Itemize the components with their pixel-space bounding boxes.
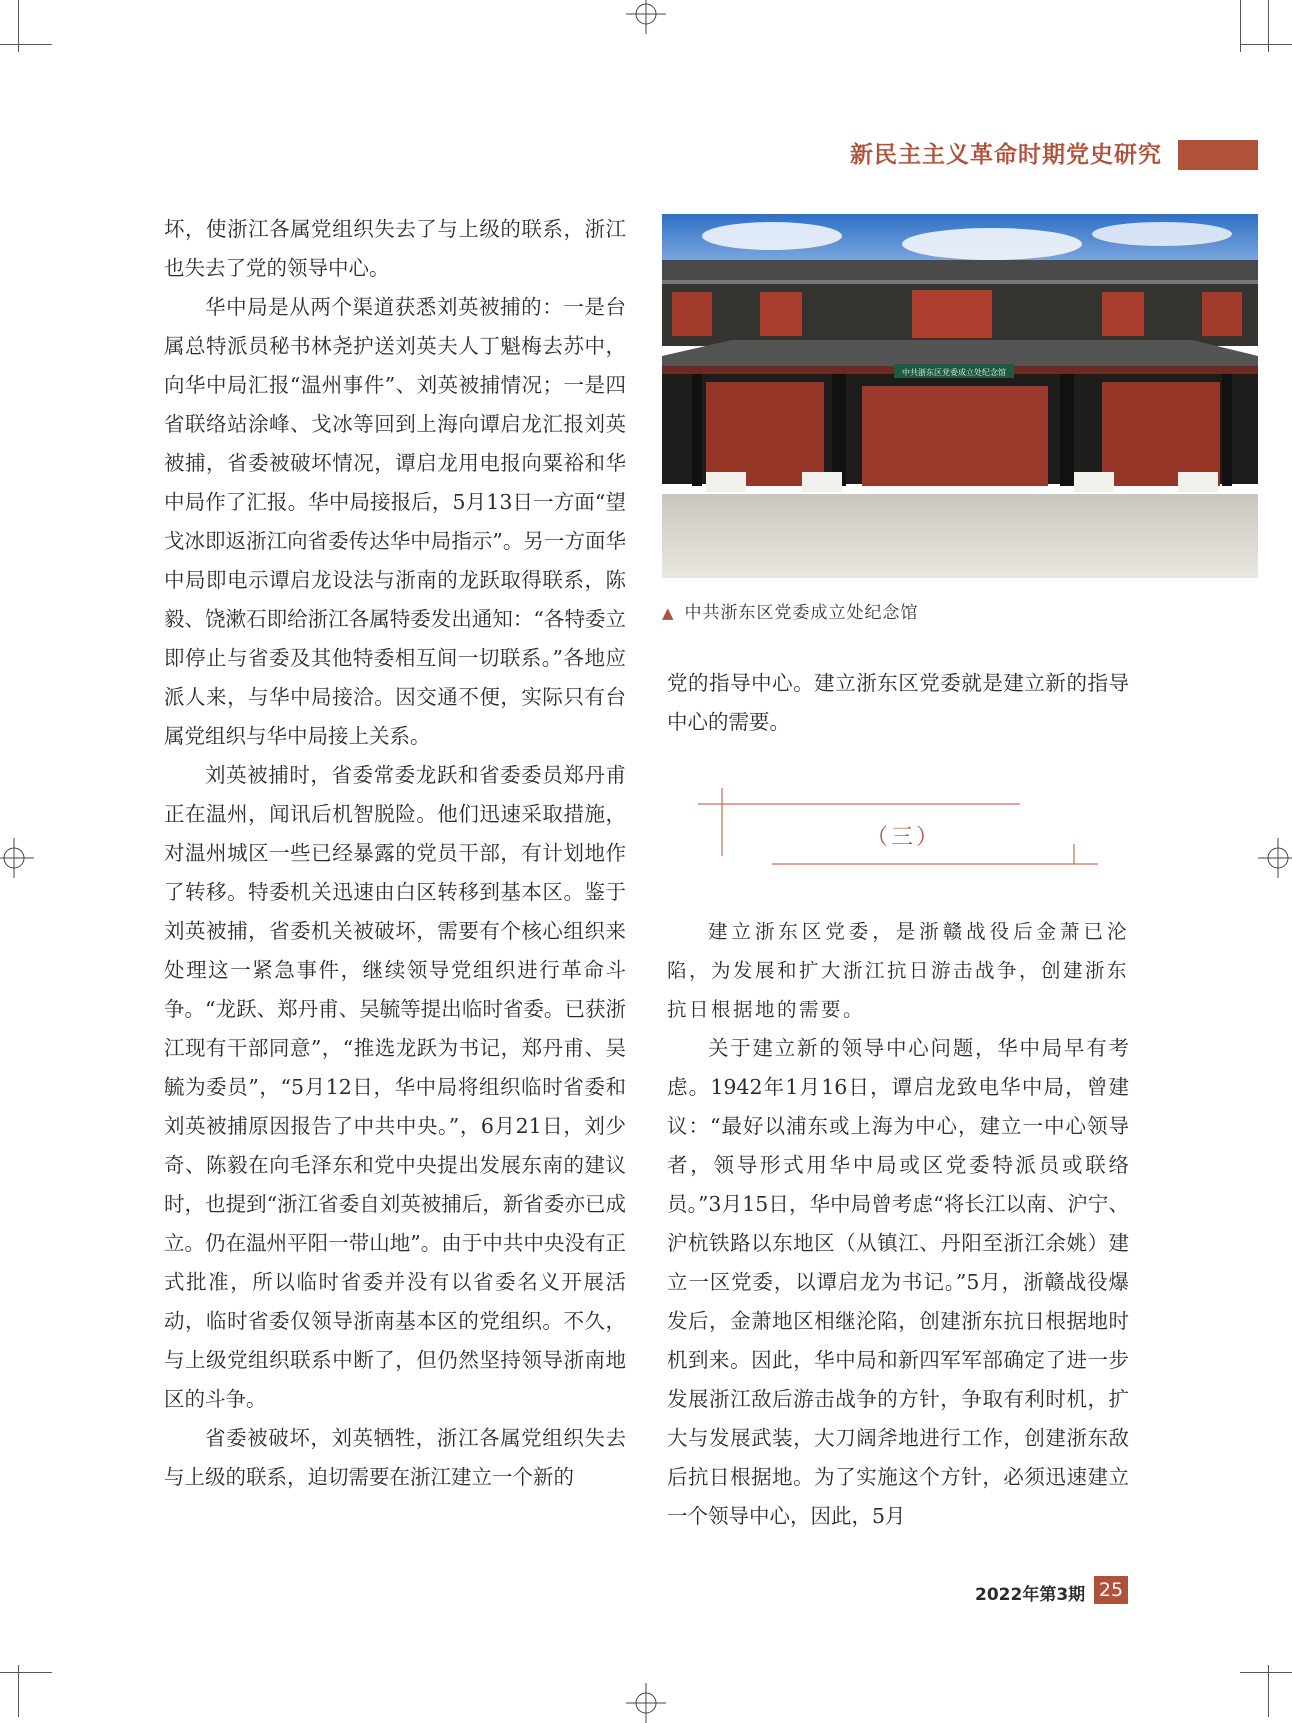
crop-mark (0, 1672, 52, 1673)
section-number-label: （三） (866, 825, 942, 850)
registration-mark-icon (626, 0, 666, 34)
paragraph: 华中局是从两个渠道获悉刘英被捕的：一是台属总特派员秘书林尧护送刘英夫人丁魁梅去苏中，向华中局汇报“温州事件”、刘英被捕情况；一是四省联络站涂峰、戈冰等回到上海向谭启龙汇报刘英被捕，省委被破坏情况，谭启龙用电报向粟裕和华中局作了汇报。华中局接报后，5月13日一方面“望戈冰即返浙江向省委传达华中局指示”。另一方面华中局即电示谭启龙设法与浙南的龙跃取得联系，陈毅、饶漱石即给浙江各属特委发出通知：“各特委立即停止与省委及其他特委相互间一切联系。”各地应派人来，与华中局接洽。因交通不便，实际只有台属党组织与华中局接上关系。 (164, 295, 626, 748)
memorial-hall-photo (662, 214, 1258, 578)
paragraph: 关于建立新的领导中心问题，华中局早有考虑。1942年1月16日，谭启龙致电华中局，曾建议：“最好以浦东或上海为中心，建立一中心领导者，领导形式用华中局或区党委特派员或联络员。”3月15日，华中局曾考虑“将长江以南、沪宁、沪杭铁路以东地区（从镇江、丹阳至浙江余姚）建立一区党委，以谭启龙为书记。”5月，浙赣战役爆发后，金萧地区相继沦陷，创建浙东抗日根据地时机到来。因此，华中局和新四军军部确定了进一步发展浙江敌后游击战争的方针，争取有利时机，扩大与发展武装，大刀阔斧地进行工作，创建浙东敌后抗日根据地。为了实施这个方针，必须迅速建立一个领导中心，因此，5月 (667, 1036, 1129, 1528)
left-text-column (164, 210, 626, 1497)
photo-caption (662, 598, 919, 623)
section-header-title: 新民主主义革命时期党史研究 (850, 142, 1162, 168)
registration-mark-icon (0, 838, 34, 878)
paragraph: 省委被破坏，刘英牺牲，浙江各属党组织失去与上级的联系，迫切需要在浙江建立一个新的 (164, 1426, 626, 1489)
crop-mark (18, 0, 19, 52)
right-text-column-top (667, 664, 1129, 742)
crop-mark (1268, 1665, 1269, 1717)
paragraph: 党的指导中心。建立浙东区党委就是建立新的指导中心的需要。 (667, 671, 1129, 734)
registration-mark-icon (626, 1683, 666, 1723)
paragraph: 坏，使浙江各属党组织失去了与上级的联系，浙江也失去了党的领导中心。 (164, 217, 626, 280)
crop-mark (1240, 44, 1292, 45)
photo-plaque-text: 中共浙东区党委成立处纪念馆 (902, 368, 1006, 377)
crop-mark (1240, 0, 1241, 52)
photo-caption-text: 中共浙东区党委成立处纪念馆 (684, 603, 919, 623)
crop-mark (1268, 0, 1269, 52)
registration-mark-icon (1258, 838, 1292, 878)
header-accent-bar (1178, 140, 1258, 170)
paragraph: 刘英被捕时，省委常委龙跃和省委委员郑丹甫正在温州，闻讯后机智脱险。他们迅速采取措施，对温州城区一些已经暴露的党员干部，有计划地作了转移。特委机关迅速由白区转移到基本区。鉴于刘英被捕，省委机关被破坏，需要有个核心组织来处理这一紧急事件，继续领导党组织进行革命斗争。“龙跃、郑丹甫、吴毓等提出临时省委。已获浙江现有干部同意”，“推选龙跃为书记，郑丹甫、吴毓为委员”，“5月12日，华中局将组织临时省委和刘英被捕原因报告了中共中央。”，6月21日，刘少奇、陈毅在向毛泽东和党中央提出发展东南的建议时，也提到“浙江省委自刘英被捕后，新省委亦已成立。仍在温州平阳一带山地”。由于中共中央没有正式批准，所以临时省委并没有以省委名义开展活动，临时省委仅领导浙南基本区的党组织。不久，与上级党组织联系中断了，但仍然坚持领导浙南地区的斗争。 (164, 763, 626, 1411)
right-text-column-bottom (667, 912, 1129, 1536)
issue-label: 2022年第3期 (975, 1585, 1086, 1605)
crop-mark (0, 44, 52, 45)
page-number: 25 (1094, 1576, 1128, 1604)
lead-paragraph: 建立浙东区党委，是浙赣战役后金萧已沦陷，为发展和扩大浙江抗日游击战争，创建浙东抗日根据地的需要。 (667, 920, 1130, 1021)
crop-mark (18, 1665, 19, 1717)
triangle-marker-icon: ▲ (662, 604, 675, 622)
crop-mark (1240, 1672, 1292, 1673)
